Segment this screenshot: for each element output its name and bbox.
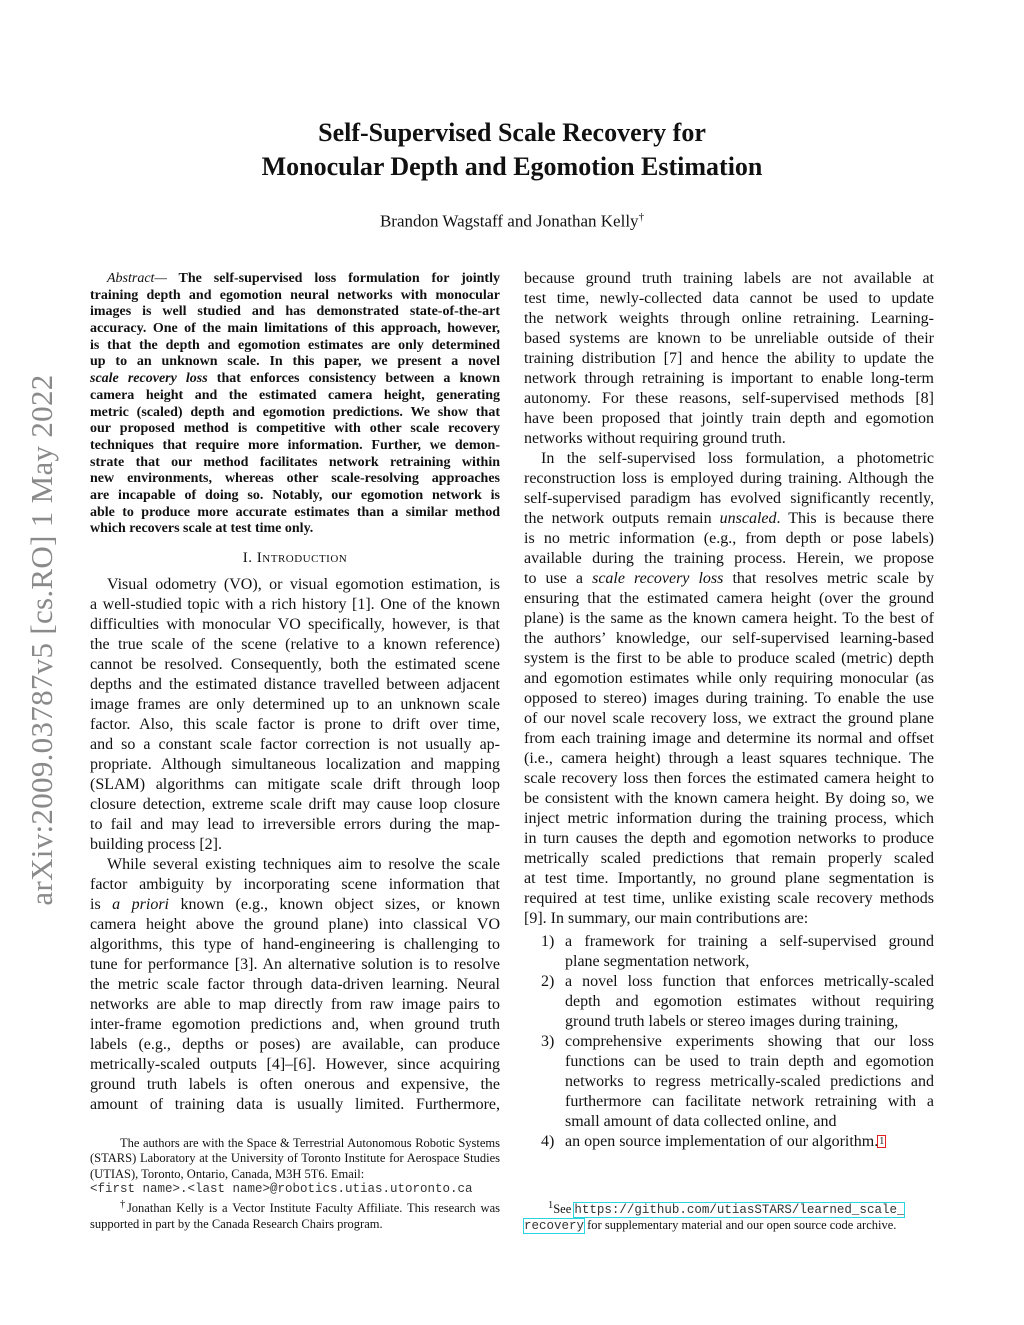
text-segment: metrically scaled predictions that remain properly scaled [524,850,934,867]
text-line [524,429,934,449]
text-line [524,689,934,709]
text-line [90,354,500,371]
text-segment: depth and egomotion estimates without requiring [565,993,934,1010]
text-segment: metric (scaled) depth and egomotion predictions. We show that [90,404,500,420]
text-segment: from each training image and determine its normal and offset [524,730,934,747]
paragraph [90,855,500,1115]
text-segment: the metric scale factor through data-driven learning. Neural [90,976,500,993]
emphasized-text: unscaled [719,510,777,527]
text-line [90,471,500,488]
text-line [90,388,500,405]
text-line [524,789,934,809]
text-line [90,421,500,438]
text-line [524,869,934,889]
text-line [90,755,500,775]
text-segment: self-supervised paradigm has evolved significantly recently, [524,490,934,507]
text-line [90,1055,500,1075]
footnote-prefix: See [553,1202,575,1217]
text-line [90,875,500,895]
text-line [524,649,934,669]
text-segment: tune for performance [3]. An alternative solution is to resolve [90,956,500,973]
text-segment: a novel loss function that enforces metrically-scaled [565,973,934,990]
section-heading [90,550,500,567]
text-line [524,269,934,289]
text-segment: difficulties with monocular VO specifically, however, is that [90,616,500,633]
text-segment: (i.e., camera height) through a least squares technique. The [524,750,934,767]
text-line [90,855,500,875]
text-segment: cannot be resolved. Consequently, both the estimated scene [90,656,500,673]
text-line [524,329,934,349]
text-segment: depths and the estimated distance travelled between adjacent [90,676,500,693]
text-segment: building process [2]. [90,836,222,853]
text-line [90,1095,500,1115]
text-segment: labels (e.g., depths or poses) are available, can produce [90,1036,500,1053]
author-names: Brandon Wagstaff and Jonathan Kelly [379,211,639,231]
title-line-2: Monocular Depth and Egomotion Estimation [261,152,763,181]
text-segment: The self-supervised loss formulation for jointly [166,271,500,286]
text-line [90,655,500,675]
text-line [524,629,934,649]
text-line [90,338,500,355]
text-segment: because ground truth training labels are not available at [524,270,934,287]
text-line [90,321,500,338]
text-segment: known (e.g., known object sizes, or known [168,896,500,913]
item-number: 2) [541,973,555,990]
text-line [90,715,500,735]
text-segment: the true scale of the scene (relative to a known reference) [90,636,500,653]
text-line [524,449,934,469]
text-segment: metrically-scaled outputs [4]–[6]. However, since acquiring [90,1056,500,1073]
text-segment: In the self-supervised loss formulation, a photometric [541,450,934,467]
author-mark: † [638,211,645,223]
text-segment: . This is because there [776,510,935,527]
text-segment: new environments, whereas other scale-resolving approaches [90,471,500,487]
text-segment: networks are able to map directly from raw image pairs to [90,996,500,1013]
text-segment: at test time. Importantly, no ground plane segmentation is [524,870,934,887]
text-segment: small amount of data collected online, and [565,1113,837,1130]
text-line [90,505,500,522]
text-line [565,1012,934,1032]
text-line [90,575,500,595]
text-line [90,675,500,695]
text-line [90,995,500,1015]
text-line [90,304,500,321]
text-line [524,669,934,689]
text-segment: images is well studied and has demonstrated state-of-the-art [90,304,500,320]
text-segment: reconstruction loss is employed during training. Although the [524,470,934,487]
text-segment: closure detection, extreme scale drift may cause loop closure [90,796,500,813]
text-line [90,1075,500,1095]
text-segment: scale recovery loss then forces the estimated camera height to [524,770,934,787]
right-column-body [524,269,934,929]
text-line [524,349,934,369]
abstract-label: Abstract— [107,271,167,286]
text-segment: networks to regress metrically-scaled predictions and [565,1073,934,1090]
item-number: 4) [541,1133,555,1150]
text-line [524,709,934,729]
footnote-code-link [524,1198,934,1235]
text-line [565,1112,934,1132]
paragraph [524,269,934,449]
text-line [524,889,934,909]
text-line [90,371,500,388]
item-number: 1) [541,933,555,950]
text-segment: the network weights through online retraining. Learning- [524,310,934,327]
text-segment: the network outputs remain [524,510,720,527]
text-segment: camera height above the ground plane) into classical VO [90,916,500,933]
text-line [90,895,500,915]
text-line [524,809,934,829]
text-line [90,1035,500,1055]
text-line [524,549,934,569]
text-segment: strate that our method facilitates network retraining within [90,454,500,470]
text-line [565,1132,934,1152]
text-line [524,509,934,529]
text-line [90,955,500,975]
text-line [90,521,500,538]
text-segment: network through retraining is important to enable long-term [524,370,934,387]
text-line [524,829,934,849]
emphasized-text: a priori [112,896,169,913]
text-segment: to use a [524,570,593,587]
text-segment: Visual odometry (VO), or visual egomotion estimation, is [107,576,500,593]
text-segment: that enforces consistency between a known [207,371,500,387]
text-segment: factor ambiguity by incorporating scene information that [90,876,500,893]
funding-text: Jonathan Kelly is a Vector Institute Faculty Affiliate. This research was supported in part by the Canada Research Chairs program. [90,1201,500,1231]
text-line [90,488,500,505]
text-line [90,975,500,995]
text-segment: test time, newly-collected data cannot be used to update [524,290,934,307]
text-segment: inter-frame egomotion predictions and, when ground truth [90,1016,500,1033]
text-segment: plane segmentation network, [565,953,750,970]
contribution-item [524,1132,934,1152]
text-segment: based systems are known to be unreliable outside of their [524,330,934,347]
text-line [565,992,934,1012]
repo-link-continued[interactable]: recovery [524,1219,585,1234]
text-line [524,729,934,749]
text-line [90,1015,500,1035]
item-number: 3) [541,1033,555,1050]
footnote-ref-link[interactable]: 1 [879,1136,885,1147]
footnote-suffix: for supplementary material and our open source code archive. [584,1218,897,1233]
email-text: <first name>.<last name>@robotics.utias.utoronto.ca [90,1181,473,1196]
contribution-item [524,1032,934,1132]
text-segment: factor. Also, this scale factor is prone to drift over time, [90,716,500,733]
text-line [90,271,500,288]
text-line [565,932,934,952]
text-segment: furthermore can facilitate network retraining with a [565,1093,934,1110]
text-segment: which recovers scale at test time only. [90,521,314,537]
text-segment: inject metric information during the training process, which [524,810,934,827]
left-column-body [90,575,500,1115]
text-line [90,735,500,755]
text-segment: available during the training process. Herein, we propose [524,550,934,567]
text-segment: autonomy. For these reasons, self-supervised methods [8] [524,390,934,407]
text-segment: system is the first to be able to produce scaled (metric) depth [524,650,934,667]
text-line [565,1072,934,1092]
paragraph [90,575,500,855]
text-segment: up to an unknown scale. In this paper, we present a novel [90,354,500,370]
footnote-affiliation [90,1136,500,1232]
text-line [90,438,500,455]
text-segment: camera height and the estimated camera height, generating [90,387,500,403]
text-segment: required at test time, unlike existing scale recovery methods [524,890,934,907]
text-segment: accuracy. One of the main limitations of this approach, however, [90,321,500,337]
text-segment: comprehensive experiments showing that our loss [565,1033,934,1050]
text-segment: an open source implementation of our algorithm. [565,1133,879,1150]
arxiv-side-label: arXiv:2009.03787v5 [cs.RO] 1 May 2022 [24,374,59,906]
text-segment: to fail and may lead to irreversible errors during the map- [90,816,500,833]
text-line [524,569,934,589]
text-segment: the authors’ knowledge, our self-supervised learning-based [524,630,934,647]
funding-footnote [90,1197,500,1232]
text-line [524,309,934,329]
text-segment: opposed to stereo) images during training. To enable the use [524,690,934,707]
text-segment: our proposed method is competitive with other scale recovery [90,421,500,437]
text-line [524,769,934,789]
paragraph [524,449,934,929]
text-line [90,915,500,935]
text-line [90,935,500,955]
text-segment: a well-studied topic with a rich history [1]. One of the known [90,596,500,613]
text-segment: plane) is the same as the known camera height. To the best of [524,610,934,627]
text-line [524,529,934,549]
text-line [524,909,934,929]
abstract [90,271,500,538]
text-line [565,1052,934,1072]
contribution-item [524,932,934,972]
contributions-list [524,932,934,1152]
text-segment: ground truth labels or stereo images during training, [565,1013,899,1030]
text-segment: able to produce more accurate estimates than a similar method [90,504,500,520]
section-number: I. [242,550,253,566]
emphasized-text: scale recovery loss [592,570,724,587]
emphasized-text: scale recovery loss [90,371,208,387]
affiliation-text: The authors are with the Space & Terrestrial Autonomous Robotic Systems (STARS) Laboratory at the University of Toronto Institute for Aerospace Studies (UTIAS), Toronto, Ontario, Canada, M3H 5T6. Email: [90,1136,500,1181]
text-line [90,635,500,655]
repo-link[interactable]: https://github.com/utiasSTARS/learned_scale_ [574,1203,905,1218]
section-title: Introduction [256,550,348,566]
text-segment: is no metric information (e.g., from depth or pose labels) [524,530,934,547]
text-line [90,695,500,715]
text-line [90,288,500,305]
text-line [524,849,934,869]
text-segment: and so a constant scale factor correction is not usually ap- [90,736,500,753]
text-line [565,972,934,992]
text-segment: and egomotion estimates while only requiring monocular (as [524,670,934,687]
dagger-mark: † [120,1199,127,1211]
text-line [524,289,934,309]
text-segment: is that the depth and egomotion estimates are only determined [90,337,500,353]
text-line [90,595,500,615]
text-segment: a framework for training a self-supervised ground [565,933,934,950]
text-segment: are incapable of doing so. Notably, our egomotion network is [90,487,500,503]
text-segment: functions can be used to train depth and egomotion [565,1053,934,1070]
text-line [90,405,500,422]
text-line [90,835,500,855]
text-segment: networks without requiring ground truth. [524,430,786,447]
text-line [565,1092,934,1112]
text-line [565,952,934,972]
title-line-1: Self-Supervised Scale Recovery for [318,118,706,147]
text-line [524,469,934,489]
text-line [90,455,500,472]
text-segment: have been proposed that jointly train depth and egomotion [524,410,934,427]
text-line [565,1032,934,1052]
text-segment: in turn causes the depth and egomotion networks to produce [524,830,934,847]
text-line [524,589,934,609]
text-line [524,749,934,769]
text-line [524,369,934,389]
text-line [524,489,934,509]
text-segment: propriate. Although simultaneous localization and mapping [90,756,500,773]
text-segment: is [90,896,113,913]
footnote-mark: 1 [548,1200,554,1211]
text-segment: amount of training data is usually limited. Furthermore, [90,1096,500,1113]
text-segment: algorithms, this type of hand-engineering is challenging to [90,936,500,953]
text-segment: training depth and egomotion neural networks with monocular [90,287,500,303]
text-segment: that resolves metric scale by [723,570,935,587]
text-line [90,815,500,835]
text-segment: ground truth labels is often onerous and expensive, the [90,1076,500,1093]
authors [0,211,1024,232]
text-segment: (SLAM) algorithms can mitigate scale drift through loop [90,776,500,793]
text-line [524,409,934,429]
text-line [524,389,934,409]
text-segment: techniques that require more information. Further, we demon- [90,437,500,453]
text-segment: be consistent with the known camera height. By doing so, we [524,790,934,807]
text-segment: of our novel scale recovery loss, we extract the ground plane [524,710,934,727]
text-line [90,795,500,815]
contribution-item [524,972,934,1032]
text-segment: [9]. In summary, our main contributions are: [524,910,809,927]
paper-title [0,116,1024,184]
text-line [90,615,500,635]
text-line [90,775,500,795]
text-segment: training distribution [7] and hence the ability to update the [524,350,934,367]
text-segment: image frames are only determined up to an unknown scale [90,696,500,713]
text-line [524,609,934,629]
text-segment: While several existing techniques aim to resolve the scale [107,856,500,873]
text-segment: ensuring that the estimated camera height (over the ground [524,590,934,607]
